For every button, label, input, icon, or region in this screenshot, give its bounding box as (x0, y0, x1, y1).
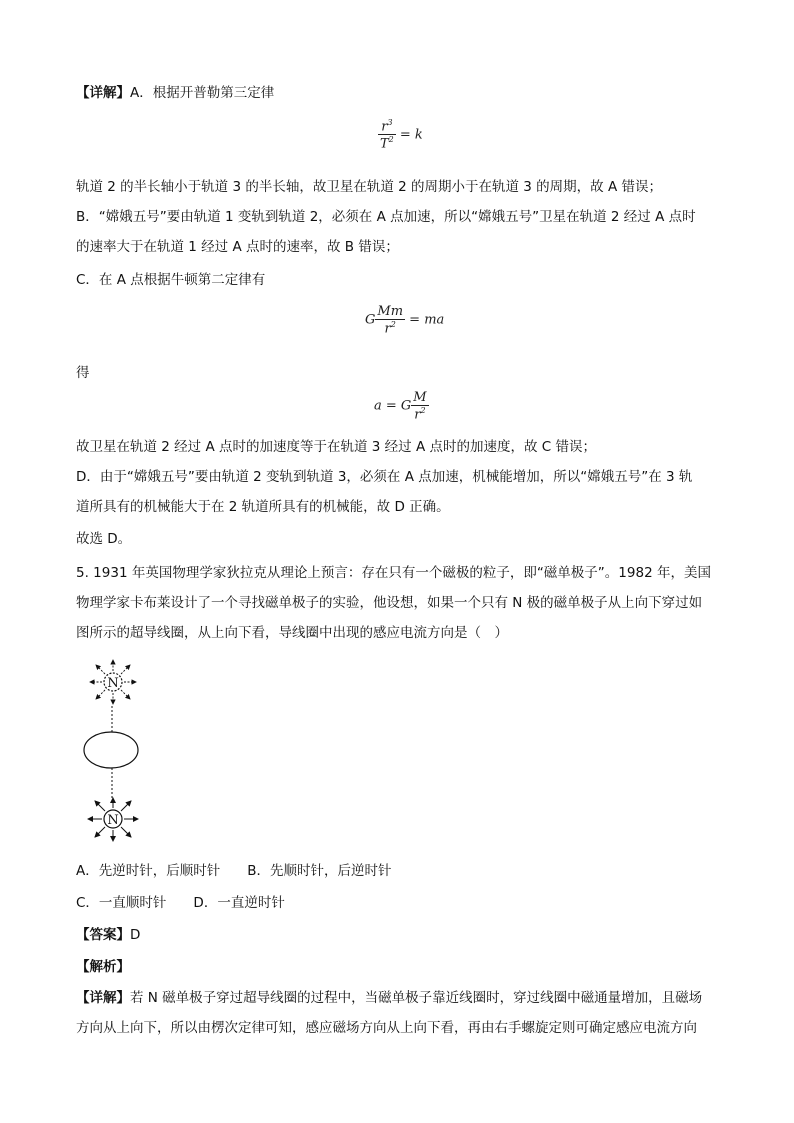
superconducting-coil (84, 732, 138, 768)
question5-line2: 物理学家卡布莱设计了一个寻找磁单极子的实验，他设想，如果一个只有 N 极的磁单极子从上向下穿过如 (76, 595, 703, 611)
para-c: C．在 A 点根据牛顿第二定律有 (76, 272, 266, 288)
detail2-line2: 方向从上向下，所以由楞次定律可知，感应磁场方向从上向下看，再由右手螺旋定则可确定感应电流方向 (76, 1020, 697, 1036)
para-a: 轨道 2 的半长轴小于轨道 3 的半长轴，故卫星在轨道 2 的周期小于在轨道 3 的周期，故 A 错误； (76, 179, 663, 195)
answer-value: D (130, 927, 141, 943)
newton-num: Mm (377, 304, 404, 319)
kepler-r-exp: 3 (387, 118, 393, 127)
detail-text: A．根据开普勒第三定律 (130, 85, 275, 101)
question5-line1: 5. 1931 年英国物理学家狄拉克从理论上预言：存在只有一个磁极的粒子，即“磁单极子”。1982 年，美国 (76, 565, 711, 581)
newton-den-exp: 2 (390, 320, 396, 329)
options-row1: A．先逆时针，后顺时针 B．先顺时针，后逆时针 (76, 863, 392, 879)
detail2-text1: 若 N 磁单极子穿过超导线圈的过程中，当磁单极子靠近线圈时，穿过线圈中磁通量增加，且磁场 (130, 990, 703, 1006)
para-d-line1: D．由于“嫦娥五号”要由轨道 2 变轨到轨道 3，必须在 A 点加速，机械能增加，所以“嫦娥五号”在 3 轨 (76, 469, 693, 485)
detail2-label: 【详解】 (76, 990, 130, 1006)
newton-G: G (365, 312, 376, 328)
kepler-T-exp: 2 (388, 135, 394, 145)
accel-fraction (411, 390, 428, 422)
kepler-r: r (381, 119, 388, 135)
kepler-fraction (378, 118, 396, 152)
question5-line3: 图所示的超导线圈，从上向下看，导线圈中出现的感应电流方向是（ ） (76, 625, 508, 641)
para-b-line1: B．“嫦娥五号”要由轨道 1 变轨到轨道 2，必须在 A 点加速，所以“嫦娥五号”卫星在轨道 2 经过 A 点时 (76, 209, 696, 225)
top-monopole (90, 660, 136, 704)
accel-den: r (414, 407, 421, 423)
para-d-line2: 道所具有的机械能大于在 2 轨道所具有的机械能，故 D 正确。 (76, 499, 450, 515)
accel-num: M (413, 390, 427, 405)
detail-intro (76, 83, 726, 103)
monopole-figure (80, 656, 150, 846)
answer-line (76, 925, 726, 945)
kepler-rhs: = k (399, 127, 423, 143)
answer-label: 【答案】 (76, 927, 130, 943)
options-row2: C．一直顺时针 D．一直逆时针 (76, 895, 285, 911)
accel-den-exp: 2 (420, 406, 426, 415)
accel-formula (374, 390, 429, 422)
de-text: 得 (76, 365, 90, 381)
analysis-label: 【解析】 (76, 959, 130, 975)
detail-label: 【详解】 (76, 85, 130, 101)
kepler-formula (378, 118, 423, 152)
bottom-pole-label: N (107, 813, 119, 828)
top-pole-label: N (107, 676, 119, 691)
newton-fraction (375, 304, 405, 336)
para-b-line2: 的速率大于在轨道 1 经过 A 点时的速率，故 B 错误； (76, 239, 399, 255)
kepler-T: T (380, 136, 389, 152)
detail2-line1 (76, 988, 726, 1008)
choose-text: 故选 D。 (76, 531, 132, 547)
newton-den: r (384, 321, 391, 337)
accel-lhs: a = G (374, 398, 412, 414)
newton-rhs: = ma (409, 312, 445, 328)
bottom-monopole (88, 798, 138, 841)
para-c2: 故卫星在轨道 2 经过 A 点时的加速度等于在轨道 3 经过 A 点时的加速度，故 C 错误； (76, 439, 596, 455)
newton-formula (365, 304, 444, 336)
